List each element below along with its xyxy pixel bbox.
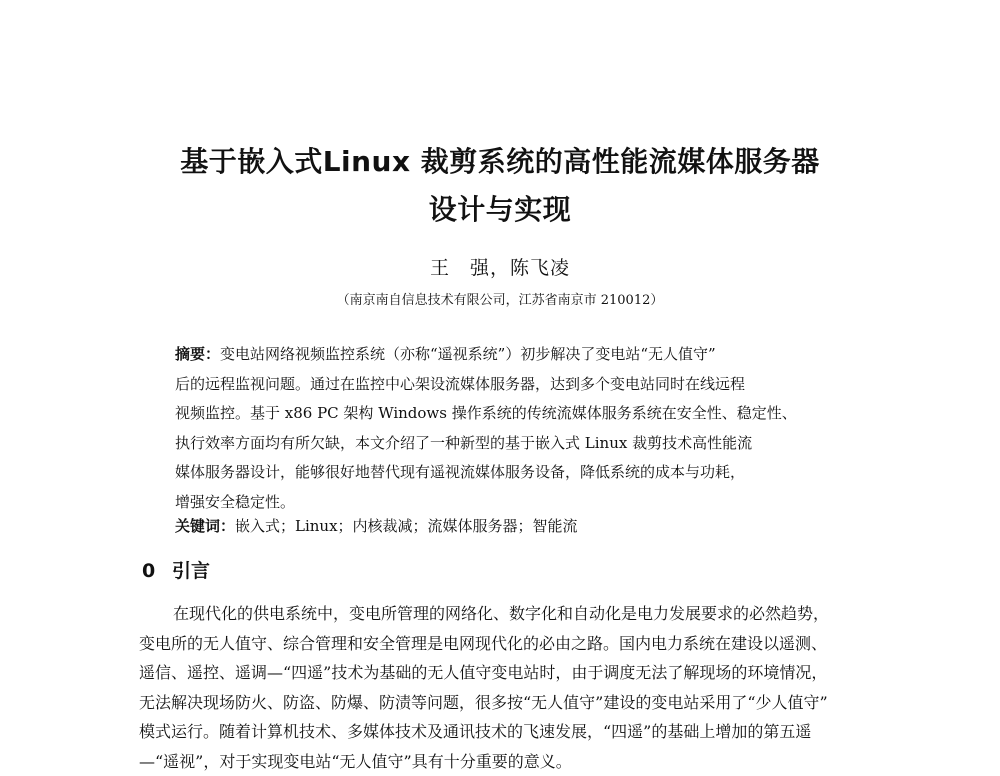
paper-title-line-1: 基于嵌入式Linux 裁剪系统的高性能流媒体服务器	[0, 140, 1000, 180]
abstract-line	[175, 340, 855, 370]
abstract-line: 视频监控。基于 x86 PC 架构 Windows 操作系统的传统流媒体服务系统在安全性、稳定性、	[175, 399, 855, 429]
paper-title-line-2: 设计与实现	[0, 188, 1000, 228]
authors: 王 强，陈飞凌	[0, 253, 1000, 280]
abstract	[175, 340, 855, 517]
body-paragraph	[139, 599, 899, 776]
body-line: —“遥视”，对于实现变电站“无人值守”具有十分重要的意义。	[139, 747, 899, 776]
body-line: 模式运行。随着计算机技术、多媒体技术及通讯技术的飞速发展，“四遥”的基础上增加的第五遥	[139, 717, 899, 747]
abstract-text: 变电站网络视频监控系统（亦称“遥视系统”）初步解决了变电站“无人值守”	[220, 345, 716, 363]
abstract-line: 执行效率方面均有所欠缺，本文介绍了一种新型的基于嵌入式 Linux 裁剪技术高性能流	[175, 429, 855, 459]
affiliation: （南京南自信息技术有限公司，江苏省南京市 210012）	[0, 289, 1000, 308]
body-line: 无法解决现场防火、防盗、防爆、防渍等问题，很多按“无人值守”建设的变电站采用了“少人值守”	[139, 688, 899, 718]
abstract-line: 增强安全稳定性。	[175, 488, 855, 518]
section-title: 引言	[172, 560, 210, 582]
abstract-label: 摘要：	[175, 345, 220, 363]
keywords-label: 关键词：	[175, 517, 235, 535]
body-line: 遥信、遥控、遥调—“四遥”技术为基础的无人值守变电站时，由于调度无法了解现场的环境情况，	[139, 658, 899, 688]
abstract-line: 媒体服务器设计，能够很好地替代现有遥视流媒体服务设备，降低系统的成本与功耗，	[175, 458, 855, 488]
section-heading	[142, 556, 210, 583]
body-line: 变电所的无人值守、综合管理和安全管理是电网现代化的必由之路。国内电力系统在建设以遥测、	[139, 629, 899, 659]
abstract-line: 后的远程监视问题。通过在监控中心架设流媒体服务器，达到多个变电站同时在线远程	[175, 370, 855, 400]
body-line: 在现代化的供电系统中，变电所管理的网络化、数字化和自动化是电力发展要求的必然趋势，	[139, 599, 899, 629]
keywords	[175, 515, 578, 536]
section-number: 0	[142, 560, 172, 582]
keywords-text: 嵌入式；Linux；内核裁减；流媒体服务器；智能流	[235, 517, 578, 535]
